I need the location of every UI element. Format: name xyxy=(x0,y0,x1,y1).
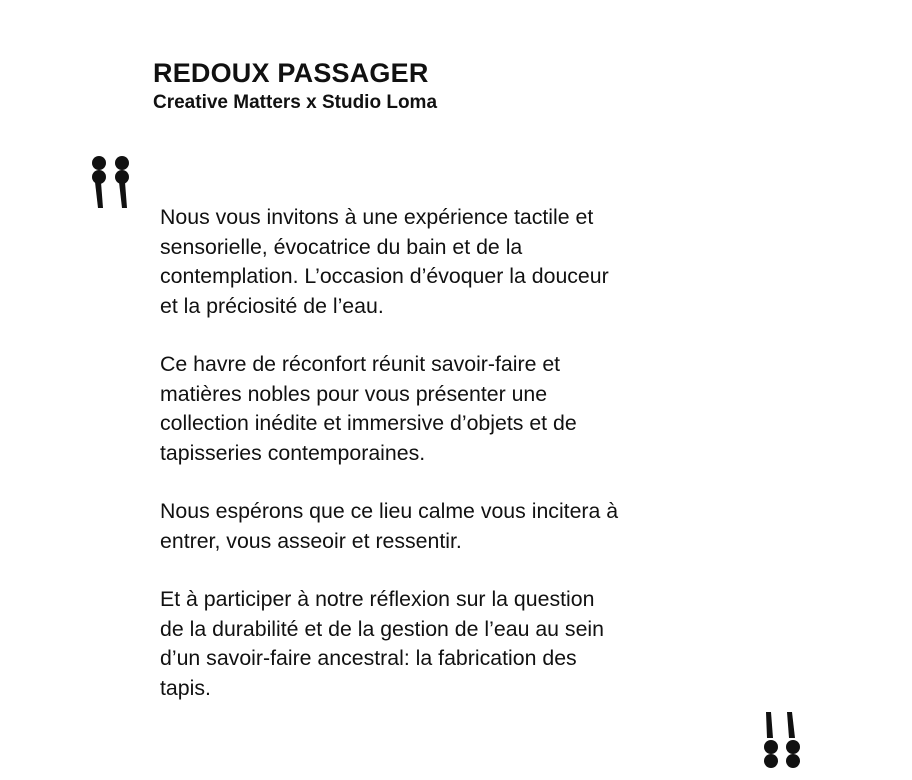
header xyxy=(153,57,437,115)
paragraph-collection: Ce havre de réconfort réunit savoir-faire et matières nobles pour vous présenter une collection inédite et immersive d’objets et de tapisseries contemporaines. xyxy=(160,352,577,465)
body-text xyxy=(160,203,800,732)
paragraph-invitation: Nous espérons que ce lieu calme vous incitera à entrer, vous asseoir et ressentir. xyxy=(160,499,619,553)
paragraph-sustainability: Et à participer à notre réflexion sur la question de la durabilité et de la gestion de l’eau au sein d’un savoir-faire ancestral: la fabrication des tapis. xyxy=(160,587,605,700)
paragraph-intro: Nous vous invitons à une expérience tactile et sensorielle, évocatrice du bain et de la contemplation. L’occasion d’évoquer la douceur et la préciosité de l’eau. xyxy=(160,205,609,318)
page-subtitle: Creative Matters x Studio Loma xyxy=(153,92,438,113)
open-quote-icon xyxy=(86,152,136,214)
page-title: REDOUX PASSAGER xyxy=(153,58,429,88)
close-quote-icon xyxy=(757,712,807,774)
